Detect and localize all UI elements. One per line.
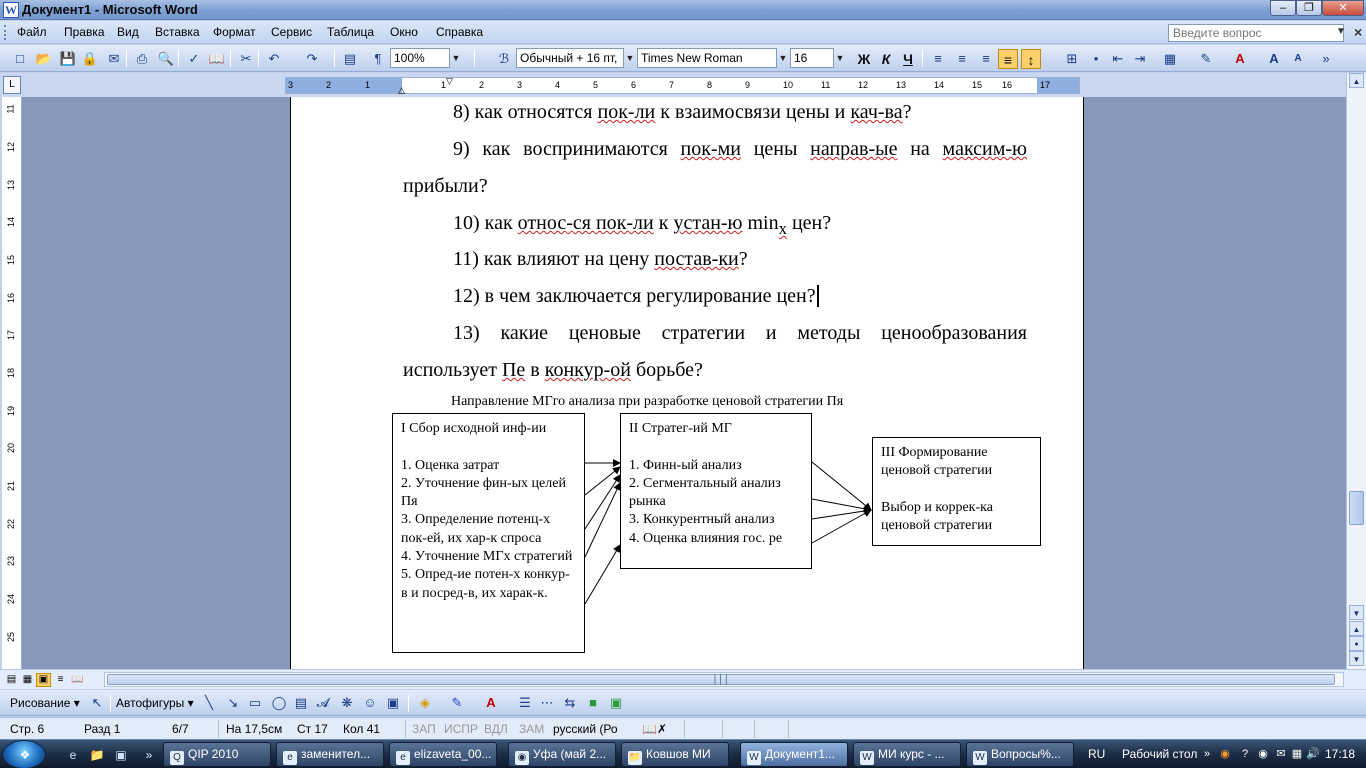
ruler-number: 1 xyxy=(441,80,447,90)
ruler-number: 15 xyxy=(6,254,17,266)
start-button[interactable] xyxy=(2,740,46,768)
ie-icon: e xyxy=(283,751,297,765)
tray-volume-icon[interactable]: 🔊 xyxy=(1306,748,1320,760)
ruler-number: 3 xyxy=(517,80,523,90)
ruler-number: 10 xyxy=(783,80,794,90)
ruler-number: 16 xyxy=(1002,80,1013,90)
word-icon: W xyxy=(747,751,761,765)
ruler-number: 14 xyxy=(934,80,945,90)
qip-icon: Q xyxy=(170,751,184,765)
drawing-menu-button[interactable]: Рисование ▾ xyxy=(10,696,80,710)
drawing-toolbar xyxy=(0,690,1366,716)
ie-icon: e xyxy=(396,751,410,765)
ruler-number: 13 xyxy=(896,80,907,90)
paragraph-text: цен? xyxy=(786,212,832,234)
ruler-number: 15 xyxy=(972,80,983,90)
windows-logo-icon: ❖ xyxy=(19,748,31,762)
paragraph-text: борьбе? xyxy=(630,359,703,381)
vertical-ruler[interactable] xyxy=(2,97,22,669)
print-preview-icon[interactable]: 🔍 xyxy=(157,51,175,66)
status-position: На 17,5см xyxy=(226,722,283,736)
diagram-icon[interactable]: ❋ xyxy=(341,695,353,710)
language-indicator[interactable]: RU xyxy=(1088,747,1106,761)
font-color-draw-icon[interactable]: A xyxy=(486,695,496,710)
tray-expand-icon[interactable]: » xyxy=(1203,748,1211,760)
justify-button[interactable]: ≡ xyxy=(998,49,1018,69)
new-document-icon[interactable]: □ xyxy=(16,51,24,66)
shadow-style-icon[interactable]: ■ xyxy=(589,695,597,710)
dash-style-icon[interactable]: ⋯ xyxy=(540,695,554,710)
ruler-number: 5 xyxy=(593,80,599,90)
align-right-icon[interactable]: ≡ xyxy=(982,51,990,66)
drawing-menu-label: Рисование xyxy=(10,696,71,710)
menu-view[interactable]: Вид xyxy=(117,25,139,39)
first-line-indent-marker[interactable]: ▽ xyxy=(446,76,453,86)
paragraph-text: 11) как влияют на цену xyxy=(453,248,655,270)
print-layout-view-icon[interactable]: ▣ xyxy=(36,673,51,687)
wordart-icon[interactable]: 𝓐 xyxy=(316,695,330,710)
outline-view-icon[interactable]: ≡ xyxy=(57,674,64,685)
ruler-number: 17 xyxy=(1040,80,1051,90)
spelling-error-text: относ-ся пок-ли xyxy=(517,212,654,234)
paragraph-text: использует xyxy=(403,359,502,381)
taskbar-item-label: Документ1... xyxy=(765,747,835,761)
ruler-number: 24 xyxy=(6,593,17,605)
status-rec[interactable]: ЗАП xyxy=(412,722,436,736)
menu-file[interactable]: Файл xyxy=(17,25,47,39)
borders-icon[interactable]: ▦ xyxy=(1163,51,1177,66)
font-dropdown-icon[interactable]: ▼ xyxy=(778,53,788,63)
print-icon[interactable]: ⎙ xyxy=(136,51,148,66)
taskbar-item[interactable] xyxy=(276,742,384,767)
status-column: Кол 41 xyxy=(343,722,381,736)
ruler-number: 2 xyxy=(326,80,332,90)
columns-icon[interactable]: ▤ xyxy=(343,51,357,66)
paragraph-text: 8) как относятся xyxy=(453,101,598,123)
close-button[interactable]: ✕ xyxy=(1322,0,1364,16)
ruler-number: 25 xyxy=(6,631,17,643)
menu-format[interactable]: Формат xyxy=(213,25,256,39)
ruler-number: 21 xyxy=(6,480,17,492)
ruler-number: 13 xyxy=(6,179,17,191)
show-formatting-icon[interactable]: ¶ xyxy=(374,51,382,66)
taskbar-item-label: Ковшов МИ xyxy=(646,747,711,761)
toolbar xyxy=(0,45,1366,72)
highlight-icon[interactable]: ✎ xyxy=(1200,51,1212,66)
spelling-error-text: пок-ли xyxy=(597,101,656,123)
clock[interactable]: 17:18 xyxy=(1325,747,1356,761)
paragraph-text: на xyxy=(897,138,943,160)
3d-style-icon[interactable]: ▣ xyxy=(609,695,623,710)
arrow-box2-to-box3 xyxy=(812,499,871,510)
toolbar-separator xyxy=(110,695,111,712)
save-icon[interactable]: 💾 xyxy=(59,51,77,66)
arrow-style-icon[interactable]: ⇆ xyxy=(564,695,576,710)
status-ext[interactable]: ВДЛ xyxy=(484,722,508,736)
quicklaunch-desktop-icon[interactable]: ▣ xyxy=(115,748,127,762)
spelling-error-text: кач-ва xyxy=(850,101,903,123)
clipart-icon[interactable]: ☺ xyxy=(363,695,377,710)
ruler-number: 23 xyxy=(6,555,17,567)
shrink-font-icon[interactable]: A xyxy=(1294,53,1302,64)
taskbar-item-label: заменител... xyxy=(301,747,371,761)
tray-notify-icon[interactable]: ◉ xyxy=(1258,748,1268,760)
styles-pane-icon[interactable]: ℬ xyxy=(498,51,510,66)
document-close-icon[interactable]: × xyxy=(1354,24,1363,40)
line-spacing-button[interactable]: ↕ xyxy=(1021,49,1041,69)
bold-button[interactable]: Ж xyxy=(857,51,871,67)
reading-view-icon[interactable]: 📖 xyxy=(71,674,84,685)
menu-tools[interactable]: Сервис xyxy=(271,25,313,39)
horizontal-scroll-thumb[interactable]: │││ xyxy=(107,674,1335,685)
ruler-margin-left xyxy=(286,78,402,93)
status-section: Разд 1 xyxy=(84,722,121,736)
menu-edit[interactable]: Правка xyxy=(64,25,105,39)
help-dropdown-icon[interactable]: ▼ xyxy=(1336,26,1346,37)
ruler-number: 11 xyxy=(5,104,16,114)
ruler-number: 6 xyxy=(631,80,637,90)
ruler-number: 18 xyxy=(6,367,17,379)
zoom-combo[interactable]: 100% xyxy=(390,48,450,68)
ruler-number: 14 xyxy=(6,216,17,228)
spelling-status-icon[interactable]: 📖✗ xyxy=(642,722,667,736)
scroll-up-icon[interactable]: ▲ xyxy=(1349,73,1364,88)
word-icon: W xyxy=(973,751,987,765)
status-separator xyxy=(405,720,406,738)
arrow-box1-to-box2 xyxy=(585,545,620,604)
ruler-number: 4 xyxy=(555,80,561,90)
status-separator xyxy=(754,720,755,738)
ruler-number: 1 xyxy=(365,80,371,90)
cut-icon[interactable]: ✂ xyxy=(240,51,252,66)
desktop-toolbar[interactable]: Рабочий стол xyxy=(1122,747,1198,761)
style-dropdown-icon[interactable]: ▼ xyxy=(625,53,635,63)
taskbar-item-label: elizaveta_00... xyxy=(414,747,492,761)
paragraph-text: min xyxy=(742,212,779,234)
vertical-scrollbar[interactable] xyxy=(1346,73,1366,669)
toolbar-separator xyxy=(230,50,231,67)
toolbar-separator xyxy=(178,50,179,67)
toolbar-separator xyxy=(126,50,127,67)
status-ovr[interactable]: ЗАМ xyxy=(519,722,545,736)
decrease-indent-icon[interactable]: ⇤ xyxy=(1112,51,1124,66)
taskbar-item[interactable] xyxy=(163,742,271,767)
ruler-number: 9 xyxy=(745,80,751,90)
paragraph-text: 13) какие ценовые стратегии и методы ценообразования xyxy=(453,322,1027,344)
picture-icon[interactable]: ▣ xyxy=(386,695,400,710)
tab-selector[interactable]: L xyxy=(3,76,21,94)
diagram-box-strategic-mg[interactable]: II Стратег-ий МГ 1. Финн-ый анализ 2. Сегментальный анализ рынка 3. Конкурентный анализ 4. Оценка влияния гос. ре xyxy=(620,413,812,569)
ruler-number: 3 xyxy=(288,80,294,90)
taskbar-item-label: QIP 2010 xyxy=(188,747,239,761)
paragraph-text: 9) как воспринимаются xyxy=(453,138,681,160)
autoshapes-label: Автофигуры xyxy=(116,696,185,710)
horizontal-scroll-row xyxy=(0,669,1366,689)
tray-chat-icon[interactable]: ✉ xyxy=(1276,748,1286,760)
taskbar xyxy=(0,739,1366,768)
document-canvas[interactable] xyxy=(22,97,1346,669)
toolbar-separator xyxy=(334,50,335,67)
word-app-icon[interactable]: W xyxy=(5,3,17,17)
paragraph-text: к xyxy=(653,212,674,234)
taskbar-item[interactable] xyxy=(508,742,616,767)
spelling-error-text: устан-ю xyxy=(673,212,743,234)
menu-window[interactable]: Окно xyxy=(390,25,418,39)
word-icon: W xyxy=(860,751,874,765)
minimize-button[interactable]: – xyxy=(1270,0,1296,16)
open-folder-icon[interactable]: 📂 xyxy=(35,51,53,66)
status-bar xyxy=(0,717,1366,739)
ruler-number: 17 xyxy=(6,329,17,341)
font-size-combo[interactable]: 16 xyxy=(790,48,834,68)
arrow-icon[interactable]: ↘ xyxy=(227,695,239,710)
permission-icon[interactable]: 🔒 xyxy=(81,51,99,66)
vertical-scroll-thumb[interactable] xyxy=(1349,491,1364,525)
horizontal-scrollbar[interactable] xyxy=(104,672,1344,687)
status-pages: 6/7 xyxy=(172,722,189,736)
select-objects-icon[interactable]: ↖ xyxy=(91,695,103,710)
ruler-number: 16 xyxy=(6,292,17,304)
autoshapes-button[interactable]: Автофигуры ▾ xyxy=(116,696,194,710)
taskbar-item[interactable] xyxy=(853,742,961,767)
toolbar-options-icon[interactable]: » xyxy=(1322,51,1330,66)
font-color-icon[interactable]: A xyxy=(1235,51,1245,66)
tray-app-icon[interactable]: ◉ xyxy=(1220,748,1230,760)
status-trk[interactable]: ИСПР xyxy=(444,722,478,736)
spelling-error-text: направ-ые xyxy=(810,138,898,160)
bullets-icon[interactable]: • xyxy=(1093,51,1099,66)
line-icon[interactable]: ╲ xyxy=(205,695,213,710)
menu-bar xyxy=(0,21,1366,44)
scroll-down-icon[interactable]: ▼ xyxy=(1349,605,1364,620)
status-separator xyxy=(218,720,219,738)
menu-help[interactable]: Справка xyxy=(436,25,484,39)
align-left-icon[interactable]: ≡ xyxy=(934,51,942,66)
rectangle-icon[interactable]: ▭ xyxy=(248,695,262,710)
horizontal-ruler[interactable] xyxy=(285,77,1080,94)
ruler-number: 11 xyxy=(821,80,831,90)
quicklaunch-ie-icon[interactable]: e xyxy=(69,748,77,762)
spelling-error-text: конкур-ой xyxy=(544,359,631,381)
status-separator xyxy=(722,720,723,738)
zoom-dropdown-icon[interactable]: ▼ xyxy=(451,53,461,63)
ruler-number: 7 xyxy=(669,80,675,90)
status-separator xyxy=(788,720,789,738)
toolbar-separator xyxy=(474,50,475,67)
web-view-icon[interactable]: ▦ xyxy=(22,674,33,685)
hanging-indent-marker[interactable]: △ xyxy=(398,85,405,95)
taskbar-item-label: МИ курс - ... xyxy=(878,747,945,761)
oval-icon[interactable]: ◯ xyxy=(271,695,287,710)
arrow-box2-to-box3 xyxy=(812,462,871,510)
align-center-icon[interactable]: ≡ xyxy=(958,51,966,66)
previous-page-icon[interactable]: ▲ xyxy=(1349,621,1364,636)
ruler-number: 8 xyxy=(707,80,713,90)
paragraph-text: к взаимосвязи цены и xyxy=(655,101,851,123)
style-combo[interactable]: Обычный + 16 пт, xyxy=(516,48,624,68)
spelling-error-text: x xyxy=(778,219,787,238)
grow-font-icon[interactable]: A xyxy=(1269,51,1279,66)
spelling-error-text: постав-ки xyxy=(654,248,739,270)
status-separator xyxy=(684,720,685,738)
menu-grip[interactable] xyxy=(4,25,7,40)
taskbar-item-label: Вопросы%... xyxy=(991,747,1061,761)
increase-indent-icon[interactable]: ⇥ xyxy=(1134,51,1146,66)
font-size-dropdown-icon[interactable]: ▼ xyxy=(835,53,845,63)
next-page-icon[interactable]: ▼ xyxy=(1349,651,1364,666)
paragraph-text: прибыли? xyxy=(403,175,488,197)
research-icon[interactable]: 📖 xyxy=(208,51,226,66)
text-box-icon[interactable]: ▤ xyxy=(294,695,308,710)
quicklaunch-more-icon[interactable]: » xyxy=(145,748,153,762)
line-style-icon[interactable]: ☰ xyxy=(519,695,531,710)
menu-table[interactable]: Таблица xyxy=(327,25,375,39)
menu-insert[interactable]: Вставка xyxy=(155,25,200,39)
paragraph-text: в xyxy=(525,359,545,381)
toolbar-separator xyxy=(258,50,259,67)
font-combo[interactable]: Times New Roman xyxy=(637,48,777,68)
paragraph-text: цены xyxy=(740,138,811,160)
quicklaunch-explorer-icon[interactable]: 📁 xyxy=(89,748,105,762)
spelling-error-text: максим-ю xyxy=(942,138,1027,160)
ruler-number: 20 xyxy=(6,442,17,454)
status-language[interactable]: русский (Ро xyxy=(553,722,618,736)
normal-view-icon[interactable]: ▤ xyxy=(6,674,17,685)
italic-button[interactable]: К xyxy=(881,51,891,67)
folder-icon: 📁 xyxy=(628,752,642,763)
ruler-number: 12 xyxy=(6,141,17,153)
spelling-error-text: Пе xyxy=(501,359,526,381)
paragraph-text: ? xyxy=(902,101,912,123)
arrow-box1-to-box2 xyxy=(585,467,620,495)
numbering-icon[interactable]: ⊞ xyxy=(1066,51,1078,66)
email-icon[interactable]: ✉ xyxy=(108,51,120,66)
taskbar-item[interactable] xyxy=(966,742,1074,767)
paragraph-text: 12) в чем заключается регулирование цен? xyxy=(453,285,816,307)
status-line: Ст 17 xyxy=(297,722,328,736)
diagram-box-price-strategy[interactable]: III Формирование ценовой стратегии Выбор и коррек-ка ценовой стратегии xyxy=(872,437,1041,546)
status-page: Стр. 6 xyxy=(10,722,45,736)
taskbar-item[interactable] xyxy=(389,742,497,767)
browse-object-icon[interactable]: ● xyxy=(1349,636,1364,651)
taskbar-item[interactable] xyxy=(621,742,729,767)
window-title: Документ1 - Microsoft Word xyxy=(22,2,198,17)
tray-network-icon[interactable]: ▦ xyxy=(1291,748,1303,760)
taskbar-item-active[interactable] xyxy=(740,742,848,767)
tray-help-icon[interactable]: ? xyxy=(1241,748,1249,760)
ruler-number: 22 xyxy=(6,518,17,530)
toolbar-separator xyxy=(408,695,409,712)
maximize-button[interactable]: ❐ xyxy=(1296,0,1322,16)
spelling-icon[interactable]: ✓ xyxy=(188,51,200,66)
ruler-number: 2 xyxy=(479,80,485,90)
spelling-error-text: пок-ми xyxy=(680,138,741,160)
ruler-number: 12 xyxy=(858,80,869,90)
document-page[interactable] xyxy=(290,97,1084,669)
paragraph-text: ? xyxy=(738,248,748,270)
underline-button[interactable]: Ч xyxy=(903,51,913,67)
ruler-number: 19 xyxy=(6,405,17,417)
fill-color-icon[interactable]: ◈ xyxy=(420,695,430,710)
firefox-icon: ◉ xyxy=(515,751,529,765)
line-color-icon[interactable]: ✎ xyxy=(451,695,463,710)
redo-icon[interactable]: ↷ xyxy=(306,51,318,66)
diagram-caption: Направление МГго анализа при разработке ценовой стратегии Пя xyxy=(451,394,844,409)
undo-icon[interactable]: ↶ xyxy=(268,51,280,66)
taskbar-item-label: Уфа (май 2... xyxy=(533,747,607,761)
help-search-input[interactable]: Введите вопрос xyxy=(1168,24,1344,42)
toolbar-separator xyxy=(922,50,923,67)
paragraph-text: 10) как xyxy=(453,212,518,234)
title-bar xyxy=(0,0,1366,20)
diagram-box-data-collection[interactable]: I Сбор исходной инф-ии 1. Оценка затрат 2. Уточнение фин-ых целей Пя 3. Определение потенц-х пок-ей, их хар-к спроса 4. Уточнение МГх стратегий 5. Опред-ие потен-х конкур-в и посред-в, их харак-к. xyxy=(392,413,585,653)
